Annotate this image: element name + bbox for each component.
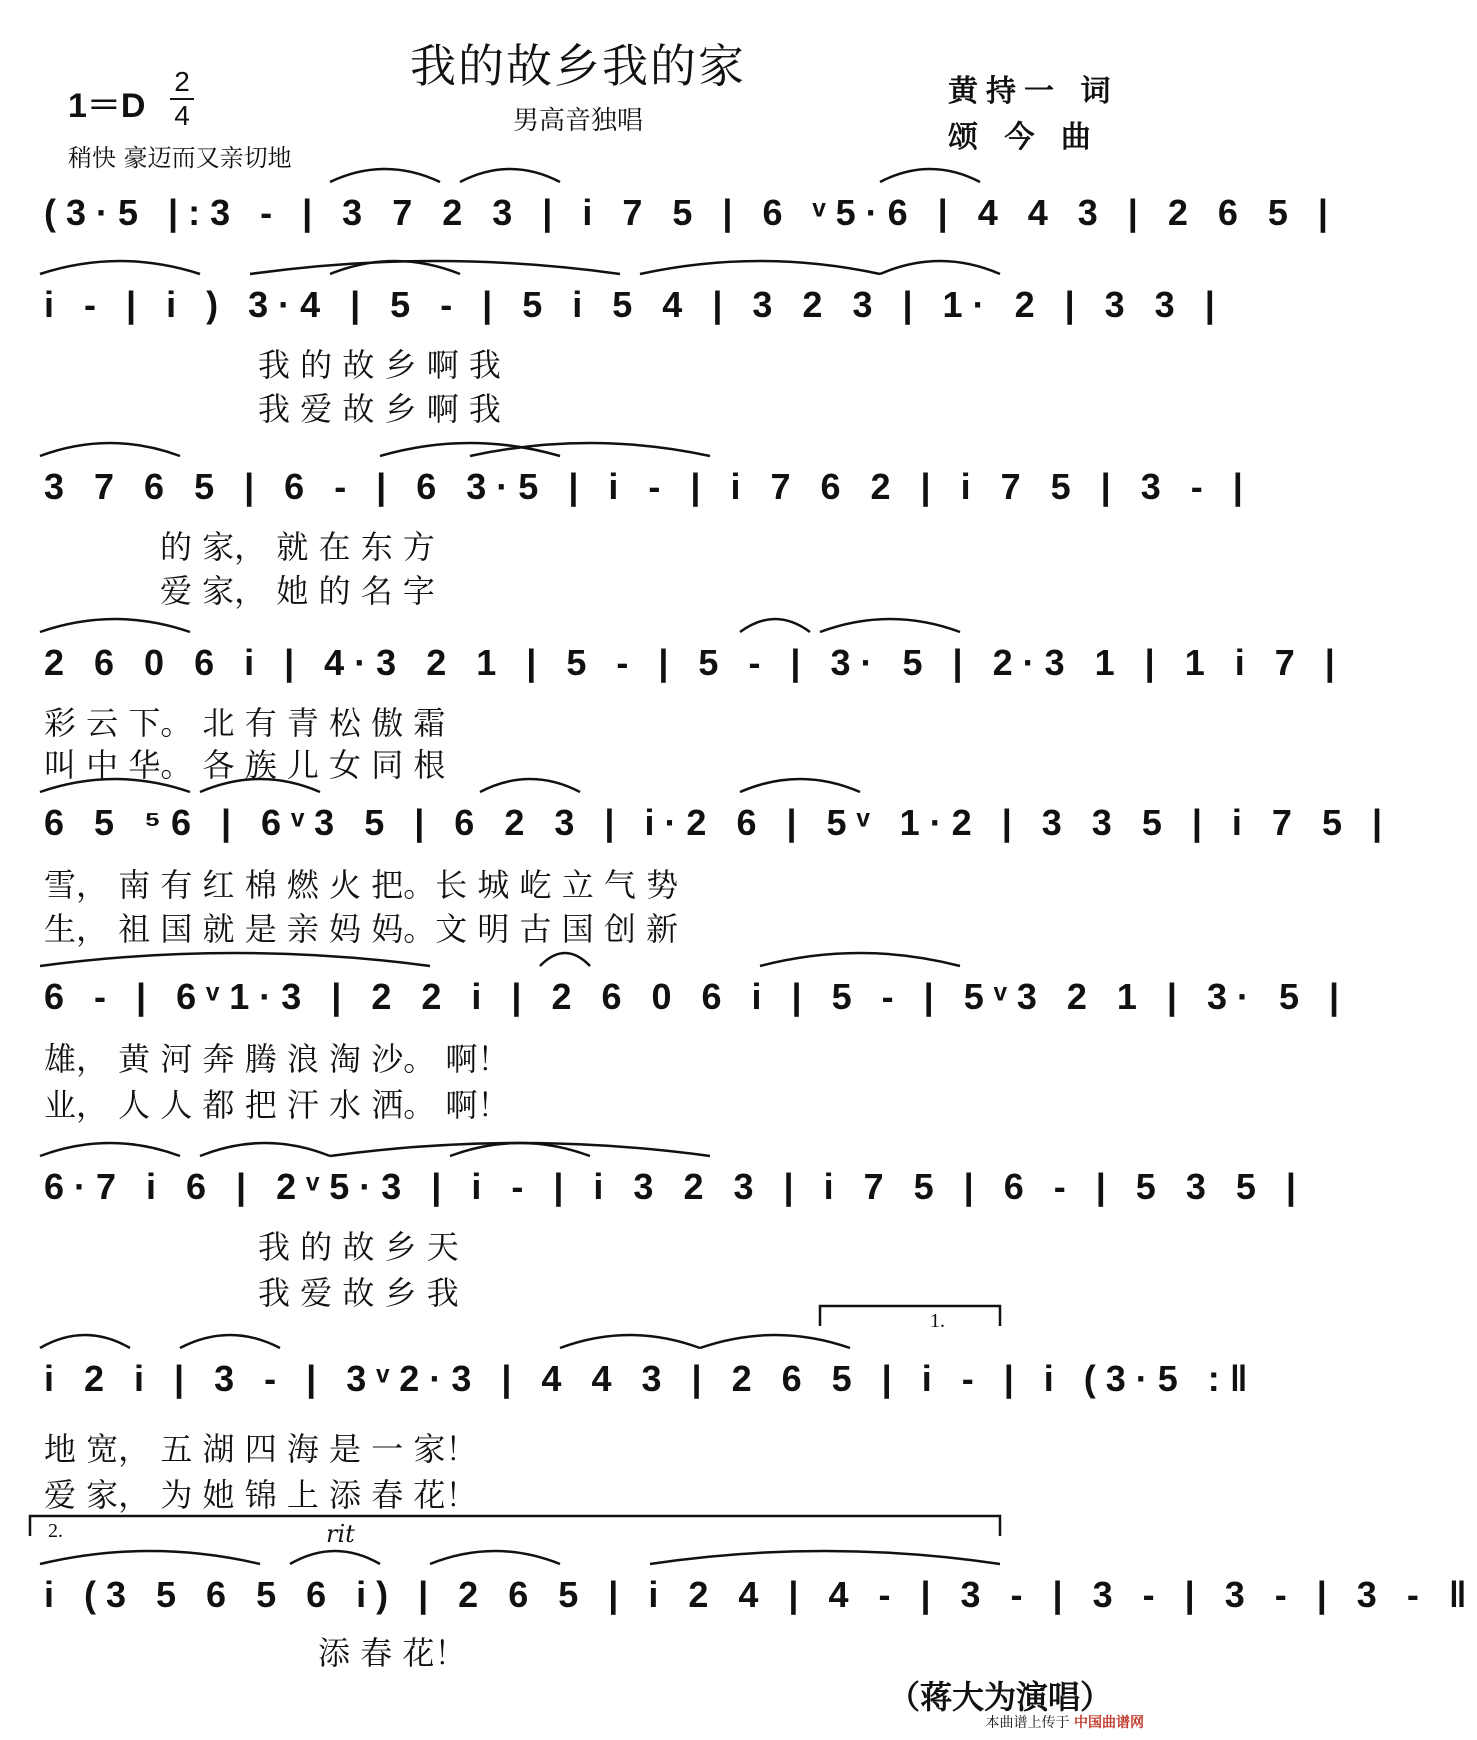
rit-marking: rit — [326, 1520, 355, 1548]
lyrics-line-2-verse-2: 我 爱 故 乡 啊 我 — [258, 390, 501, 428]
slur — [40, 1143, 180, 1156]
meter-top: 2 — [174, 66, 190, 97]
slur — [760, 953, 960, 966]
slur — [40, 619, 190, 632]
lyrics-line-5-verse-2: 生， 祖 国 就 是 亲 妈 妈。文 明 古 国 创 新 — [44, 910, 679, 948]
upload-text: 本曲谱上传于 — [985, 1715, 1070, 1731]
notation-line-2: i - | i ) 3·4 | 5 - | 5 i 5 4 | 3 2 3 | 1· 2 | 3 3 | — [44, 284, 1225, 325]
time-signature — [170, 68, 194, 130]
slur — [40, 953, 430, 966]
slur — [250, 261, 620, 274]
volta-2-label: 2. — [48, 1520, 63, 1542]
upload-footer — [986, 1712, 1144, 1732]
notation-line-6: 6 - | 6ᵛ1·3 | 2 2 i | 2 6 0 6 i | 5 - | 5ᵛ3 2 1 | 3· 5 | — [44, 976, 1350, 1017]
slur — [40, 1551, 260, 1564]
slur — [200, 1143, 330, 1156]
slur — [40, 443, 180, 456]
volta-1-label: 1. — [930, 1310, 945, 1332]
slur — [460, 169, 560, 182]
slur — [540, 953, 590, 966]
lyrics-line-7-verse-2: 我 爱 故 乡 我 — [258, 1274, 459, 1312]
lyrics-line-9: 添 春 花！ — [318, 1634, 467, 1672]
slur — [880, 169, 980, 182]
lyrics-line-6-verse-1: 雄， 黄 河 奔 腾 浪 淘 沙。 啊！ — [44, 1040, 510, 1078]
composer-credit: 颂 今 曲 — [948, 120, 1099, 155]
meter-bottom: 4 — [174, 100, 190, 131]
lyrics-line-2-verse-1: 我 的 故 乡 啊 我 — [258, 346, 501, 384]
slur — [880, 261, 1000, 274]
lyrics-line-3-verse-1: 的 家， 就 在 东 方 — [160, 528, 435, 566]
lyrics-line-4-verse-1: 彩 云 下。 北 有 青 松 傲 霜 — [44, 704, 446, 742]
notation-line-8: i 2 i | 3 - | 3ᵛ2·3 | 4 4 3 | 2 6 5 | i - | i (3·5 :‖ — [44, 1358, 1258, 1399]
slur — [560, 1335, 700, 1348]
lyrics-line-7-verse-1: 我 的 故 乡 天 — [258, 1228, 459, 1266]
lyrics-line-8-verse-1: 地 宽， 五 湖 四 海 是 一 家！ — [44, 1430, 478, 1468]
slur — [650, 1551, 1000, 1564]
slur — [40, 1335, 130, 1348]
slur — [330, 169, 440, 182]
slur — [740, 619, 810, 632]
lyrics-line-6-verse-2: 业， 人 人 都 把 汗 水 洒。 啊！ — [44, 1086, 510, 1124]
slur — [480, 779, 580, 792]
notation-line-3: 3 7 6 5 | 6 - | 6 3·5 | i - | i 7 6 2 | i 7 5 | 3 - | — [44, 466, 1253, 507]
key-signature: 1＝D — [68, 87, 146, 125]
volta-bracket — [820, 1306, 1000, 1326]
lyrics-line-4-verse-2: 叫 中 华。 各 族 儿 女 同 根 — [44, 746, 446, 784]
lyrics-line-3-verse-2: 爱 家， 她 的 名 字 — [160, 572, 435, 610]
notation-line-9: i (3 5 6 5 6 i) | 2 6 5 | i 2 4 | 4 - | 3 - | 3 - | 3 - | 3 - ‖ — [44, 1574, 1477, 1615]
volta-bracket — [30, 1516, 1000, 1536]
slur — [430, 1551, 560, 1564]
performer-credit: （蒋大为演唱） — [888, 1678, 1113, 1716]
notation-line-5: 6 5 ⁵6 | 6ᵛ3 5 | 6 2 3 | i·2 6 | 5ᵛ 1·2 | 3 3 5 | i 7 5 | — [44, 802, 1393, 843]
watermark-logo: 中国曲谱网 — [1074, 1715, 1144, 1731]
slur — [180, 1335, 280, 1348]
subtitle: 男高音独唱 — [512, 106, 643, 136]
slur — [740, 779, 860, 792]
notation-line-7: 6·7 i 6 | 2ᵛ5·3 | i - | i 3 2 3 | i 7 5 | 6 - | 5 3 5 | — [44, 1166, 1306, 1207]
notation-line-4: 2 6 0 6 i | 4·3 2 1 | 5 - | 5 - | 3· 5 | 2·3 1 | 1 i 7 | — [44, 642, 1345, 683]
page-title: 我的故乡我的家 — [410, 39, 746, 93]
tempo-marking: 稍快 豪迈而又亲切地 — [68, 144, 292, 172]
notation-line-1: (3·5 |:3 - | 3 7 2 3 | i 7 5 | 6 ᵛ5·6 | 4 4 3 | 2 6 5 | — [44, 192, 1338, 233]
slur — [290, 1551, 380, 1564]
slur — [40, 261, 200, 274]
slur — [330, 1143, 710, 1156]
lyrics-line-5-verse-1: 雪， 南 有 红 棉 燃 火 把。长 城 屹 立 气 势 — [44, 866, 679, 904]
slur — [640, 261, 880, 274]
slur — [820, 619, 960, 632]
lyrics-line-8-verse-2: 爱 家， 为 她 锦 上 添 春 花！ — [44, 1476, 478, 1514]
lyricist-credit: 黄持一 词 — [948, 74, 1119, 109]
slur — [700, 1335, 850, 1348]
